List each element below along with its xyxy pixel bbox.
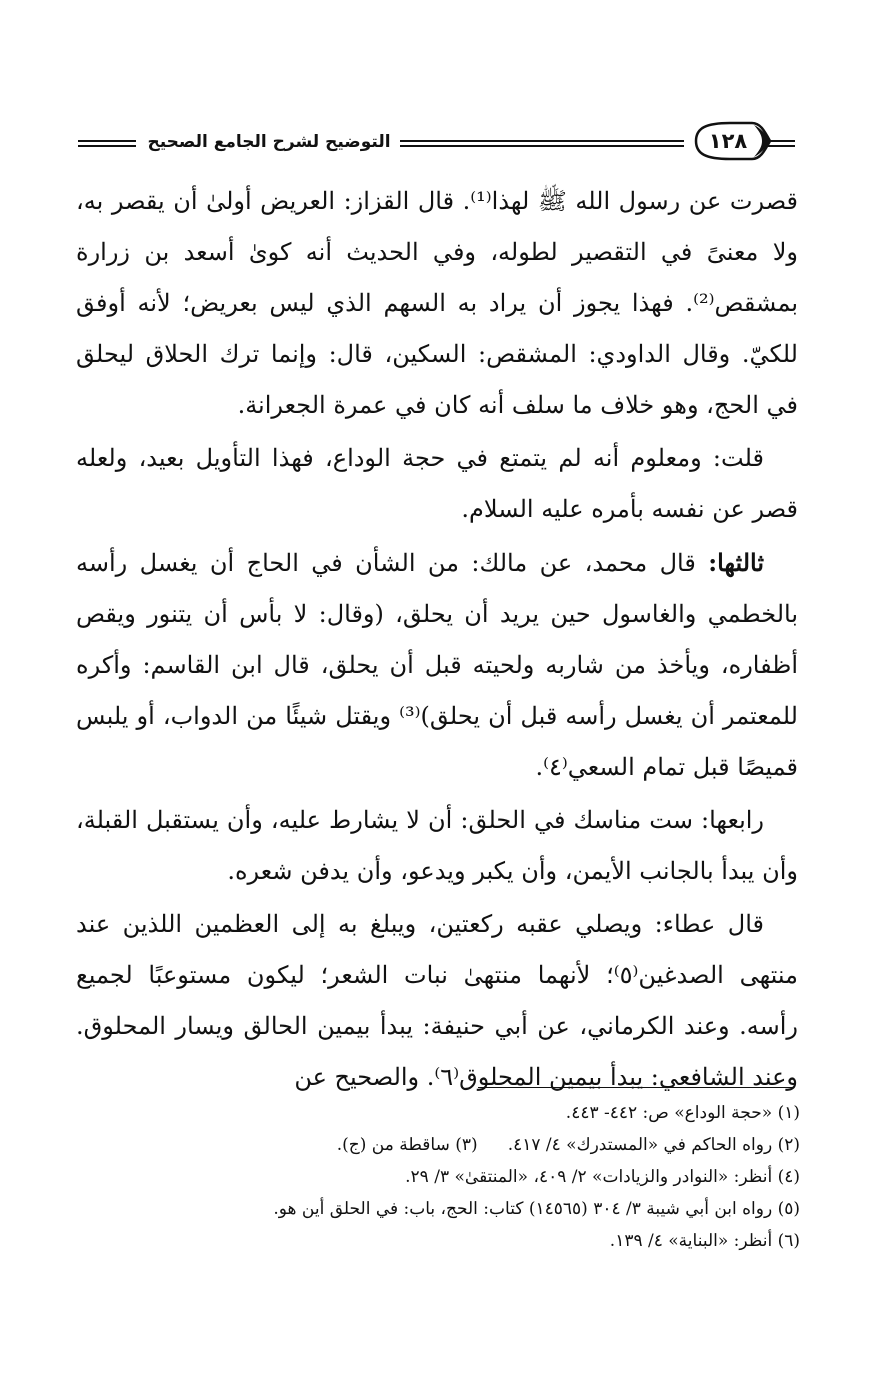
header-rule-right <box>768 140 795 147</box>
paragraph-lead: ثالثها: <box>708 548 764 577</box>
footnote: (١) «حجة الوداع» ص: ٤٤٢- ٤٤٣. <box>565 1103 800 1123</box>
footnote-text: (٢) رواه الحاكم في «المستدرك» ٤/ ٤١٧. <box>507 1135 800 1155</box>
paragraph: رابعها: ست مناسك في الحلق: أن لا يشارط عليه، وأن يستقبل القبلة، وأن يبدأ بالجانب الأيمن، وأن يكبر ويدعو، وأن يدفن شعره. <box>76 806 798 885</box>
paragraph: قلت: ومعلوم أنه لم يتمتع في حجة الوداع، فهذا التأويل بعيد، ولعله قصر عن نفسه بأمره عليه السلام. <box>76 444 798 523</box>
footnote: (٦) أنظر: «البناية» ٤/ ١٣٩. <box>609 1231 800 1251</box>
header-rule-middle <box>400 140 684 147</box>
paragraph: قصرت عن رسول الله ﷺ لهذا⁽¹⁾. قال القزاز: العريض أولىٰ أن يقصر به، ولا معنىً في التقصير لطوله، وفي الحديث أنه كوىٰ أسعد بن زرارة بمشقص⁽²⁾. فهذا يجوز أن يراد به السهم الذي ليس بعريض؛ لأنه أوفق للكيّ. وقال الداودي: المشقص: السكين، قال: وإنما ترك الحلاق ليحلق في الحج، وهو خلاف ما سلف أنه كان في عمرة الجعرانة. <box>76 187 798 419</box>
running-header <box>78 118 795 166</box>
paragraph-text: قال محمد، عن مالك: من الشأن في الحاج أن يغسل رأسه بالخطمي والغاسول حين يريد أن يحلق، (وقال: لا بأس أن يتنور ويقص أظفاره، ويأخذ من شاربه ولحيته قبل أن يحلق، قال ابن القاسم: وأكره للمعتمر أن يغسل رأسه قبل أن يحلق)⁽³⁾ ويقتل شيئًا من الدواب، أو يلبس قميصًا قبل تمام السعي⁽٤⁾. <box>76 549 798 781</box>
footnote: (٤) أنظر: «النوادر والزيادات» ٢/ ٤٠٩، «المنتقىٰ» ٣/ ٢٩. <box>405 1167 800 1187</box>
footnote: (٥) رواه ابن أبي شيبة ٣/ ٣٠٤ (١٤٥٦٥) كتاب: الحج، باب: في الحلق أين هو. <box>273 1199 800 1219</box>
page-number: ١٢٨ <box>708 129 748 153</box>
footnote <box>70 1129 800 1161</box>
footnotes <box>70 1097 800 1257</box>
footnote-separator <box>478 1087 794 1088</box>
paragraph <box>76 537 798 793</box>
paragraph: قال عطاء: ويصلي عقبه ركعتين، ويبلغ به إلى العظمين اللذين عند منتهى الصدغين⁽٥⁾؛ لأنهما منتهىٰ نبات الشعر؛ ليكون مستوعبًا لجميع رأسه. وعند الكرماني، عن أبي حنيفة: يبدأ بيمين الحالق ويسار المحلوق. وعند الشافعي: يبدأ بيمين المحلوق⁽٦⁾. والصحيح عن <box>76 910 798 1091</box>
header-rule-left <box>78 140 136 147</box>
main-text <box>76 176 798 1105</box>
footnote-text: (٣) ساقطة من (ج). <box>336 1135 478 1155</box>
running-title: التوضيح لشرح الجامع الصحيح <box>147 132 391 152</box>
